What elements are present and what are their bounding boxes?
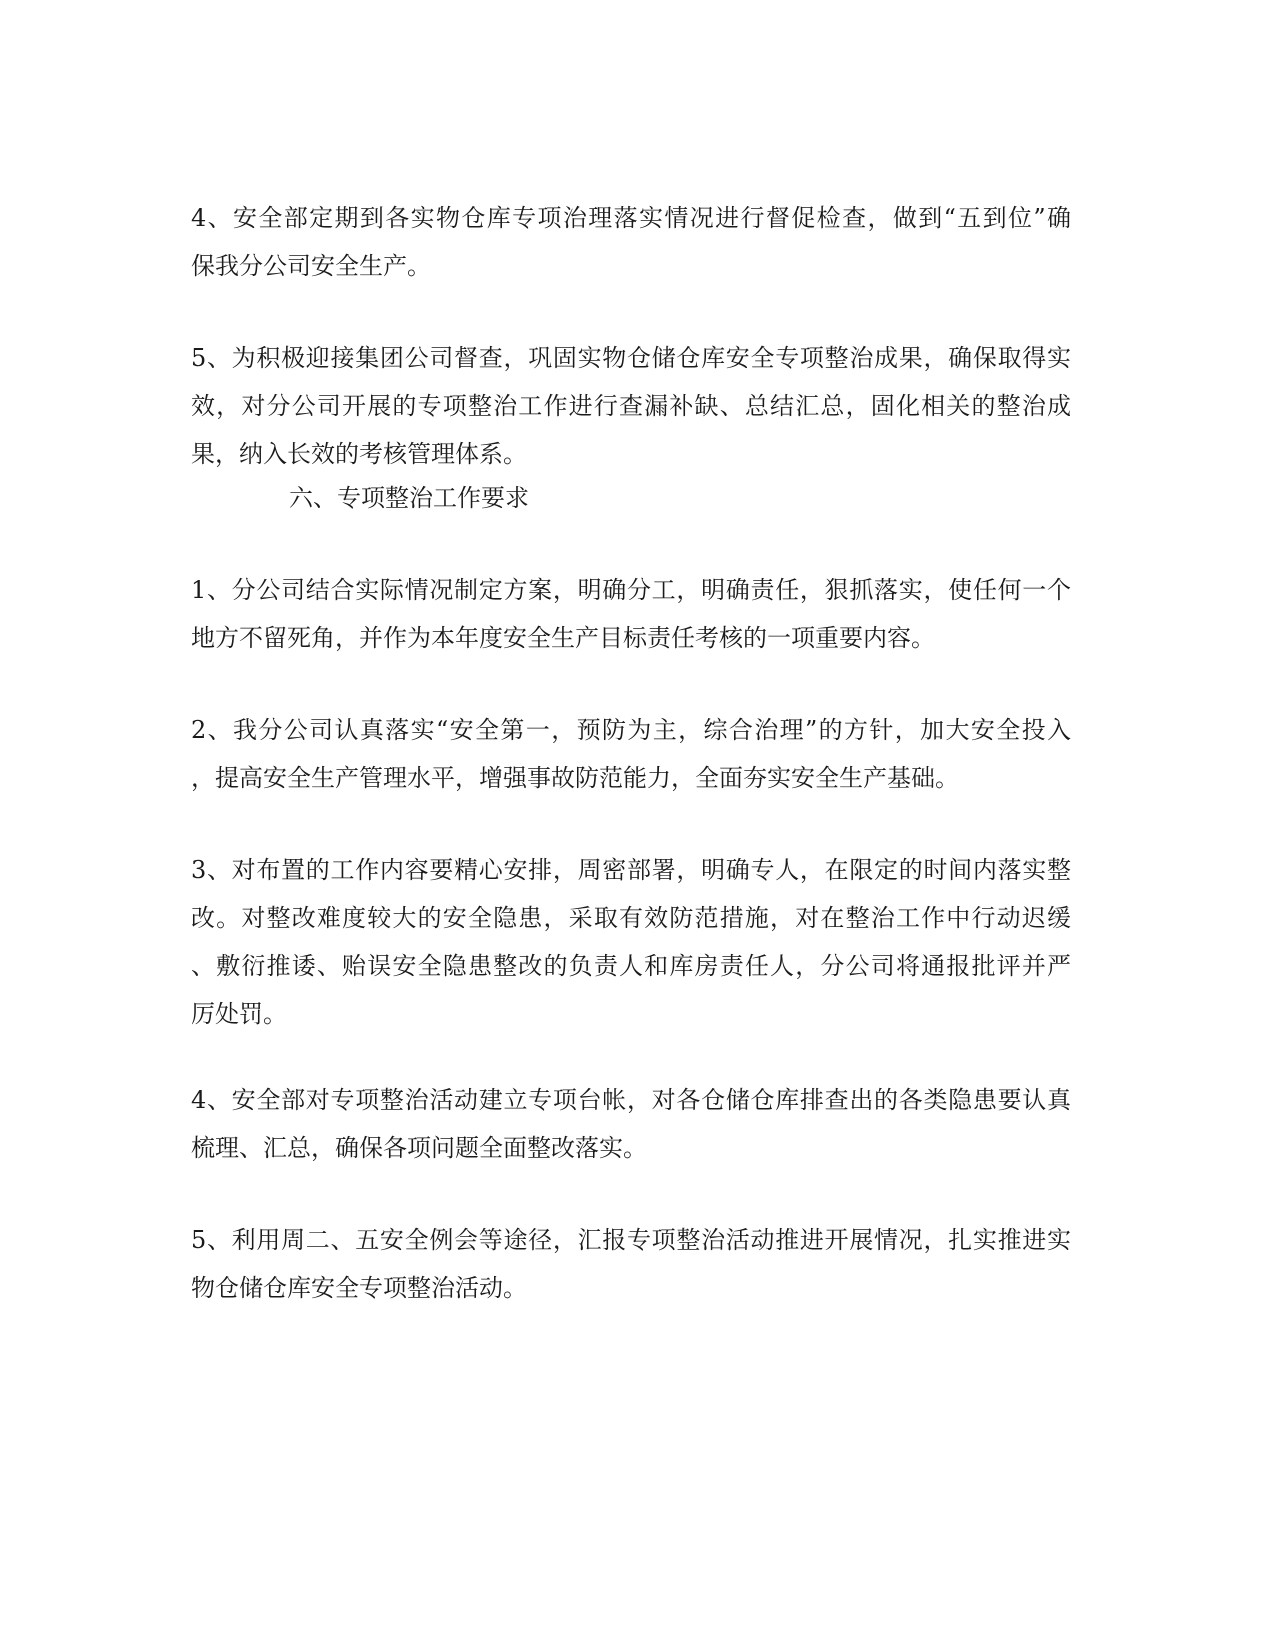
paragraph-req-2: 2、我分公司认真落实“安全第一，预防为主，综合治理”的方针，加大安全投入 ，提高安全生产管理水平，增强事故防范能力，全面夯实安全生产基础。 <box>191 716 1071 792</box>
paragraph-req-5: 5、利用周二、五安全例会等途径，汇报专项整治活动推进开展情况，扎实推进实 物仓储仓库安全专项整治活动。 <box>191 1226 1071 1302</box>
paragraph-item-4-inspection: 4、安全部定期到各实物仓库专项治理落实情况进行督促检查，做到“五到位”确 保我分公司安全生产。 <box>191 204 1071 280</box>
paragraph-req-4: 4、安全部对专项整治活动建立专项台帐，对各仓储仓库排查出的各类隐患要认真 梳理、汇总，确保各项问题全面整改落实。 <box>191 1086 1071 1162</box>
paragraph-req-1: 1、分公司结合实际情况制定方案，明确分工，明确责任，狠抓落实，使任何一个 地方不留死角，并作为本年度安全生产目标责任考核的一项重要内容。 <box>191 576 1071 652</box>
paragraph-req-3: 3、对布置的工作内容要精心安排，周密部署，明确专人，在限定的时间内落实整 改。对整改难度较大的安全隐患，采取有效防范措施，对在整治工作中行动迟缓 、敷衍推诿、贻误安全隐患整改的负责人和库房责任人，分公司将通报批评并严 厉处罚。 <box>191 856 1071 1028</box>
section-heading: 六、专项整治工作要求 <box>289 484 529 512</box>
paragraph-item-5-results: 5、为积极迎接集团公司督查，巩固实物仓储仓库安全专项整治成果，确保取得实 效，对分公司开展的专项整治工作进行查漏补缺、总结汇总，固化相关的整治成 果，纳入长效的考核管理体系。 <box>191 344 1071 468</box>
